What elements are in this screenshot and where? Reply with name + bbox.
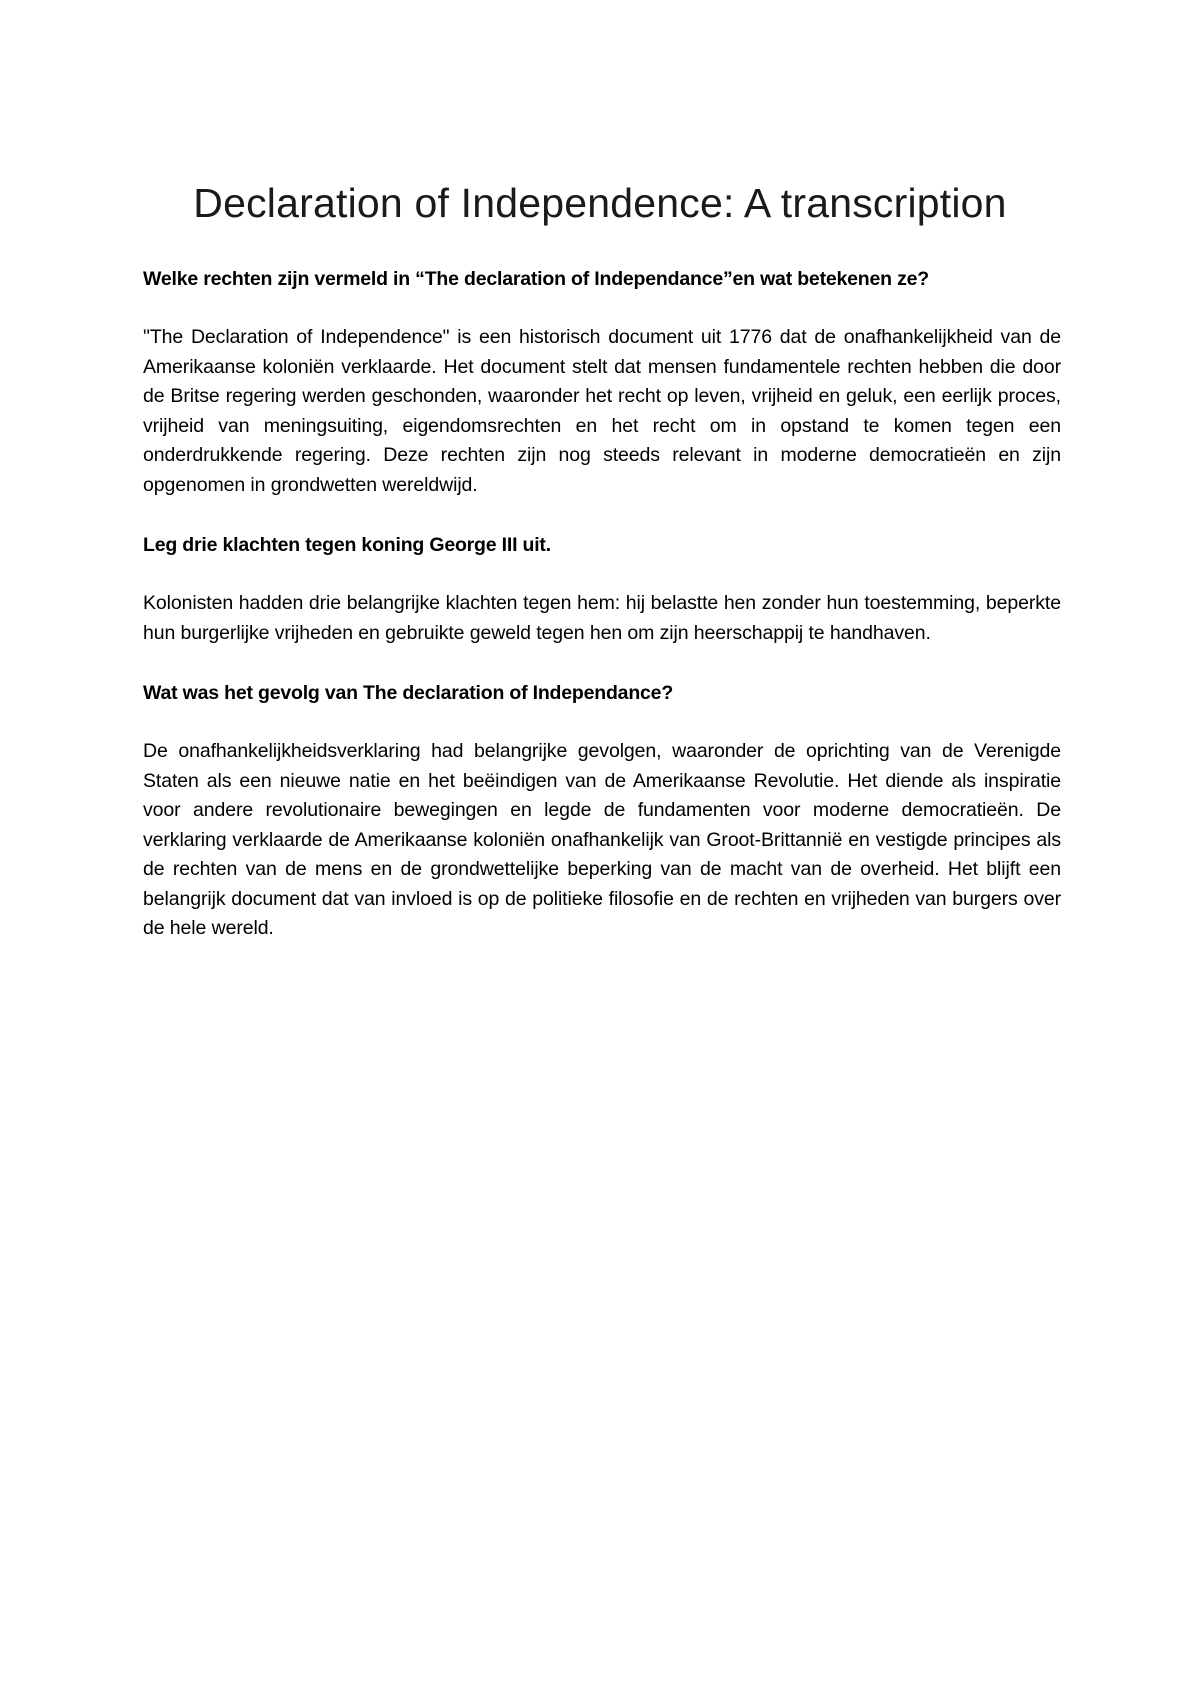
section-1-question: Welke rechten zijn vermeld in “The declaration of Independance”en wat betekenen ze? bbox=[143, 268, 929, 290]
section-1-answer: "The Declaration of Independence" is een historisch document uit 1776 dat de onafhankelijkheid van de Amerikaanse koloniën verklaarde. Het document stelt dat mensen fundamentele rechten hebben die door de Britse regering werden geschonden, waaronder het recht op leven, vrijheid en geluk, een eerlijk proces, vrijheid van meningsuiting, eigendomsrechten en het recht om in opstand te komen tegen een onderdrukkende regering. Deze rechten zijn nog steeds relevant in moderne democratieën en zijn opgenomen in grondwetten wereldwijd. bbox=[143, 326, 1061, 496]
document-body bbox=[143, 264, 1061, 944]
section-3-answer: De onafhankelijkheidsverklaring had belangrijke gevolgen, waaronder de oprichting van de Verenigde Staten als een nieuwe natie en het beëindigen van de Amerikaanse Revolutie. Het diende als inspiratie voor andere revolutionaire bewegingen en legde de fundamenten voor moderne democratieën. De verklaring verklaarde de Amerikaanse koloniën onafhankelijk van Groot-Brittannië en vestigde principes als de rechten van de mens en de grondwettelijke beperking van de macht van de overheid. Het blijft een belangrijk document dat van invloed is op de politieke filosofie en de rechten en vrijheden van burgers over de hele wereld. bbox=[143, 740, 1061, 939]
section-2-question: Leg drie klachten tegen koning George III uit. bbox=[143, 534, 551, 556]
section-3-question: Wat was het gevolg van The declaration of Independance? bbox=[143, 682, 674, 704]
section-2-answer: Kolonisten hadden drie belangrijke klachten tegen hem: hij belastte hen zonder hun toestemming, beperkte hun burgerlijke vrijheden en gebruikte geweld tegen hen om zijn heerschappij te handhaven. bbox=[143, 592, 1061, 644]
document-title: Declaration of Independence: A transcription bbox=[193, 180, 1007, 227]
